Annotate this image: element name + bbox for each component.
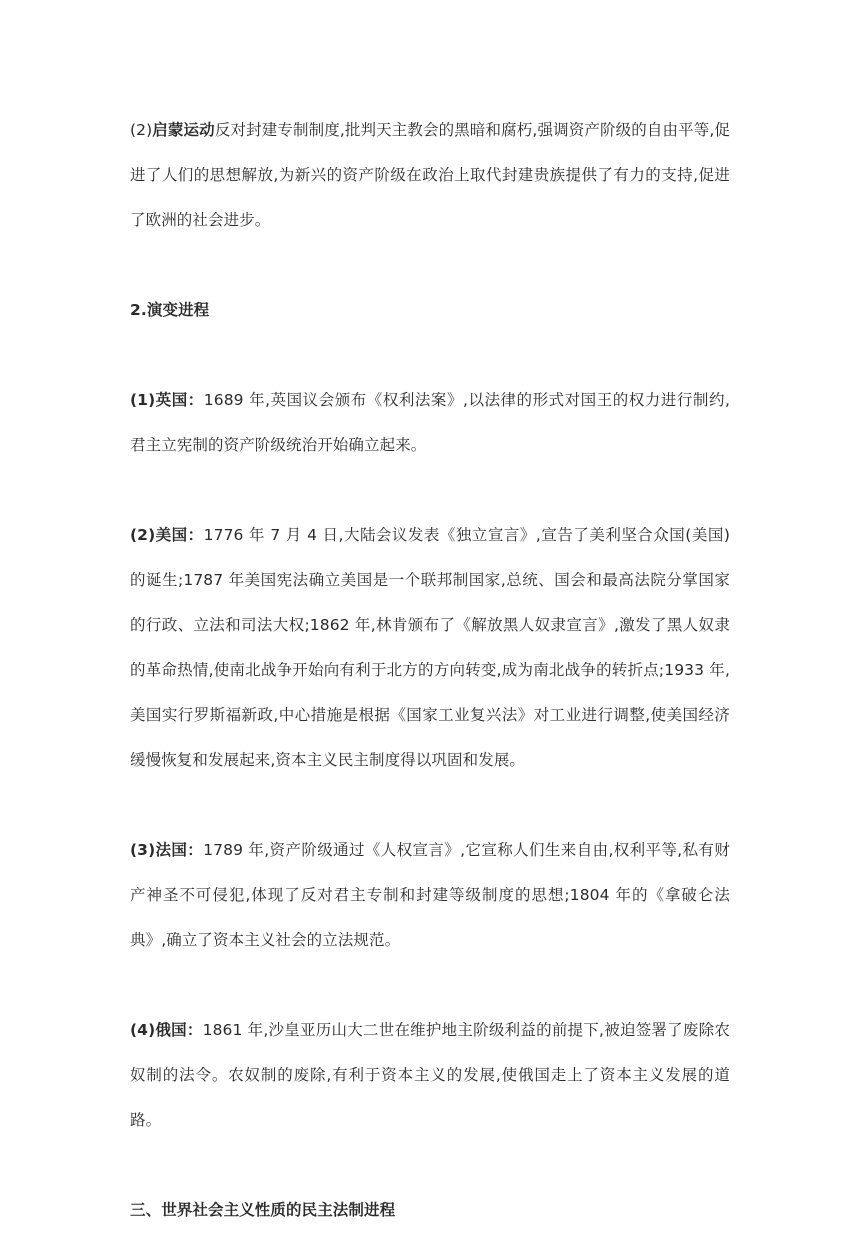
france-label: (3)法国： <box>130 841 204 859</box>
spacer <box>130 243 730 288</box>
spacer <box>130 1143 730 1188</box>
spacer <box>130 963 730 1008</box>
paragraph-enlightenment <box>130 108 730 243</box>
france-text: 1789 年,资产阶级通过《人权宣言》,它宣称人们生来自由,权利平等,私有财产神圣不可侵犯,体现了反对君主专制和封建等级制度的思想;1804 年的《拿破仑法典》,确立了资本主义社会的立法规范。 <box>130 841 730 949</box>
spacer <box>130 468 730 513</box>
britain-label: (1)英国： <box>130 391 204 409</box>
russia-label: (4)俄国： <box>130 1021 203 1039</box>
spacer <box>130 333 730 378</box>
enlightenment-prefix: (2) <box>130 121 153 139</box>
russia-text: 1861 年,沙皇亚历山大二世在维护地主阶级利益的前提下,被迫签署了废除农奴制的法令。农奴制的废除,有利于资本主义的发展,使俄国走上了资本主义发展的道路。 <box>130 1021 730 1129</box>
paragraph-usa <box>130 513 730 783</box>
enlightenment-term: 启蒙运动 <box>152 121 215 139</box>
spacer <box>130 783 730 828</box>
section-heading-socialist: 三、世界社会主义性质的民主法制进程 <box>130 1201 396 1219</box>
paragraph-russia <box>130 1008 730 1143</box>
paragraph-france <box>130 828 730 963</box>
section-heading-evolution: 2.演变进程 <box>130 301 210 319</box>
enlightenment-text: 反对封建专制制度,批判天主教会的黑暗和腐朽,强调资产阶级的自由平等,促进了人们的思想解放,为新兴的资产阶级在政治上取代封建贵族提供了有力的支持,促进了欧洲的社会进步。 <box>130 121 730 229</box>
paragraph-britain <box>130 378 730 468</box>
usa-label: (2)美国： <box>130 526 204 544</box>
britain-text: 1689 年,英国议会颁布《权利法案》,以法律的形式对国王的权力进行制约,君主立宪制的资产阶级统治开始确立起来。 <box>130 391 731 454</box>
document-page <box>130 108 730 1233</box>
usa-text: 1776 年 7 月 4 日,大陆会议发表《独立宣言》,宣告了美利坚合众国(美国)的诞生;1787 年美国宪法确立美国是一个联邦制国家,总统、国会和最高法院分掌国家的行政、立法和司法大权;1862 年,林肯颁布了《解放黑人奴隶宣言》,激发了黑人奴隶的革命热情,使南北战争开始向有利于北方的方向转变,成为南北战争的转折点;1933 年,美国实行罗斯福新政,中心措施是根据《国家工业复兴法》对工业进行调整,使美国经济缓慢恢复和发展起来,资本主义民主制度得以巩固和发展。 <box>130 526 730 769</box>
